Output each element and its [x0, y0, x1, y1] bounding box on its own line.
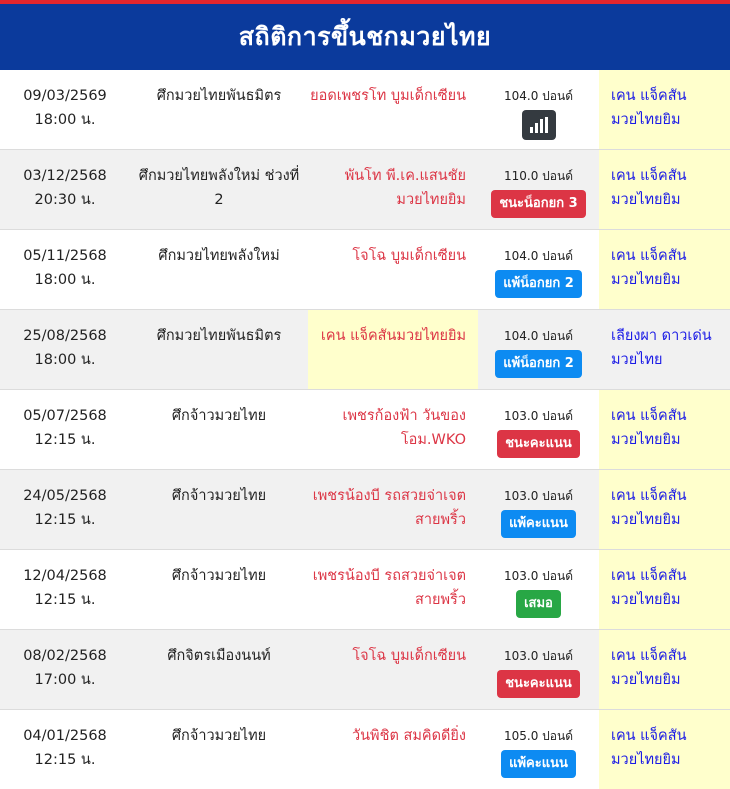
result-cell — [478, 550, 599, 629]
result-cell — [478, 150, 599, 229]
result-cell — [478, 70, 599, 149]
fighter-name[interactable]: เคน แจ็คสันมวยไทยยิม — [599, 390, 730, 469]
fighter-name[interactable]: เคน แจ็คสันมวยไทยยิม — [599, 70, 730, 149]
weight-label: 104.0 ปอนด์ — [504, 249, 573, 263]
result-cell — [478, 470, 599, 549]
fight-date-cell — [0, 150, 130, 229]
fight-date: 04/01/2568 — [23, 728, 107, 744]
event-name[interactable]: ศึกจ้าวมวยไทย — [171, 568, 267, 584]
fight-date: 24/05/2568 — [23, 488, 107, 504]
table-row — [0, 630, 730, 710]
bar-chart-icon[interactable] — [522, 110, 556, 140]
fight-date-cell — [0, 550, 130, 629]
result-cell — [478, 310, 599, 389]
fight-date: 05/07/2568 — [23, 408, 107, 424]
result-badge: ชนะคะแนน — [497, 670, 580, 698]
fighter-name[interactable]: เคน แจ็คสันมวยไทยยิม — [599, 630, 730, 709]
table-row — [0, 70, 730, 150]
weight-label: 110.0 ปอนด์ — [504, 169, 573, 183]
fight-date: 08/02/2568 — [23, 648, 107, 664]
opponent-name[interactable]: ยอดเพชรโท บูมเด็กเซียน — [310, 88, 466, 104]
event-name[interactable]: ศึกมวยไทยพันธมิตร — [156, 88, 282, 104]
table-row — [0, 150, 730, 230]
fight-date-cell — [0, 390, 130, 469]
fighter-name[interactable]: เคน แจ็คสันมวยไทยยิม — [599, 470, 730, 549]
weight-label: 103.0 ปอนด์ — [504, 569, 573, 583]
fight-date-cell — [0, 230, 130, 309]
result-badge: ชนะน็อกยก 3 — [491, 190, 585, 218]
fight-time: 12:15 น. — [34, 512, 96, 528]
fighter-name[interactable]: เคน แจ็คสันมวยไทยยิม — [599, 710, 730, 789]
result-cell — [478, 630, 599, 709]
event-name[interactable]: ศึกมวยไทยพันธมิตร — [156, 328, 282, 344]
fight-time: 18:00 น. — [34, 352, 96, 368]
weight-label: 104.0 ปอนด์ — [504, 329, 573, 343]
weight-label: 103.0 ปอนด์ — [504, 409, 573, 423]
opponent-name[interactable]: โจโฉ บูมเด็กเซียน — [352, 648, 466, 664]
weight-label: 104.0 ปอนด์ — [504, 89, 573, 103]
result-cell — [478, 710, 599, 789]
fight-date-cell — [0, 630, 130, 709]
table-row — [0, 710, 730, 789]
opponent-name[interactable]: เพชรก้องฟ้า วันของโอม.WKO — [342, 408, 466, 448]
table-row — [0, 470, 730, 550]
result-badge: เสมอ — [516, 590, 561, 618]
fight-record-table — [0, 70, 730, 789]
table-row — [0, 390, 730, 470]
fight-date-cell — [0, 70, 130, 149]
result-badge: แพ้คะแนน — [501, 510, 576, 538]
page-title: สถิติการขึ้นชกมวยไทย — [0, 4, 730, 70]
fight-date-cell — [0, 310, 130, 389]
event-name[interactable]: ศึกจ้าวมวยไทย — [171, 728, 267, 744]
fight-date: 05/11/2568 — [23, 248, 107, 264]
opponent-name[interactable]: วันพิชิต สมคิดดียิ่ง — [352, 728, 466, 744]
event-name[interactable]: ศึกจิตรเมืองนนท์ — [167, 648, 271, 664]
result-badge: แพ้น็อกยก 2 — [495, 270, 582, 298]
weight-label: 105.0 ปอนด์ — [504, 729, 573, 743]
result-cell — [478, 390, 599, 469]
event-name[interactable]: ศึกจ้าวมวยไทย — [171, 408, 267, 424]
weight-label: 103.0 ปอนด์ — [504, 489, 573, 503]
opponent-name[interactable]: เคน แจ็คสันมวยไทยยิม — [308, 310, 478, 389]
event-name[interactable]: ศึกมวยไทยพลังใหม่ ช่วงที่ 2 — [138, 168, 300, 208]
result-badge: แพ้คะแนน — [501, 750, 576, 778]
weight-label: 103.0 ปอนด์ — [504, 649, 573, 663]
fighter-name[interactable]: เคน แจ็คสันมวยไทยยิม — [599, 230, 730, 309]
opponent-name[interactable]: โจโฉ บูมเด็กเซียน — [352, 248, 466, 264]
fight-date-cell — [0, 710, 130, 789]
fight-time: 12:15 น. — [34, 432, 96, 448]
result-badge: แพ้น็อกยก 2 — [495, 350, 582, 378]
fight-time: 12:15 น. — [34, 752, 96, 768]
fight-time: 12:15 น. — [34, 592, 96, 608]
fight-date: 25/08/2568 — [23, 328, 107, 344]
result-cell — [478, 230, 599, 309]
table-row — [0, 230, 730, 310]
fight-time: 20:30 น. — [34, 192, 96, 208]
fight-date: 03/12/2568 — [23, 168, 107, 184]
fight-time: 17:00 น. — [34, 672, 96, 688]
fight-date-cell — [0, 470, 130, 549]
fighter-name[interactable]: เลียงผา ดาวเด่นมวยไทย — [611, 328, 712, 368]
event-name[interactable]: ศึกมวยไทยพลังใหม่ — [158, 248, 280, 264]
event-name[interactable]: ศึกจ้าวมวยไทย — [171, 488, 267, 504]
opponent-name[interactable]: พันโท พี.เค.แสนชัยมวยไทยยิม — [344, 168, 466, 208]
fight-time: 18:00 น. — [34, 112, 96, 128]
fight-date: 12/04/2568 — [23, 568, 107, 584]
result-badge: ชนะคะแนน — [497, 430, 580, 458]
fight-time: 18:00 น. — [34, 272, 96, 288]
fighter-name[interactable]: เคน แจ็คสันมวยไทยยิม — [599, 150, 730, 229]
table-row — [0, 550, 730, 630]
table-row — [0, 310, 730, 390]
fighter-name[interactable]: เคน แจ็คสันมวยไทยยิม — [599, 550, 730, 629]
fight-date: 09/03/2569 — [23, 88, 107, 104]
opponent-name[interactable]: เพชรน้องบี รถสวยจ่าเจตสายพริ้ว — [312, 568, 466, 608]
opponent-name[interactable]: เพชรน้องบี รถสวยจ่าเจตสายพริ้ว — [312, 488, 466, 528]
